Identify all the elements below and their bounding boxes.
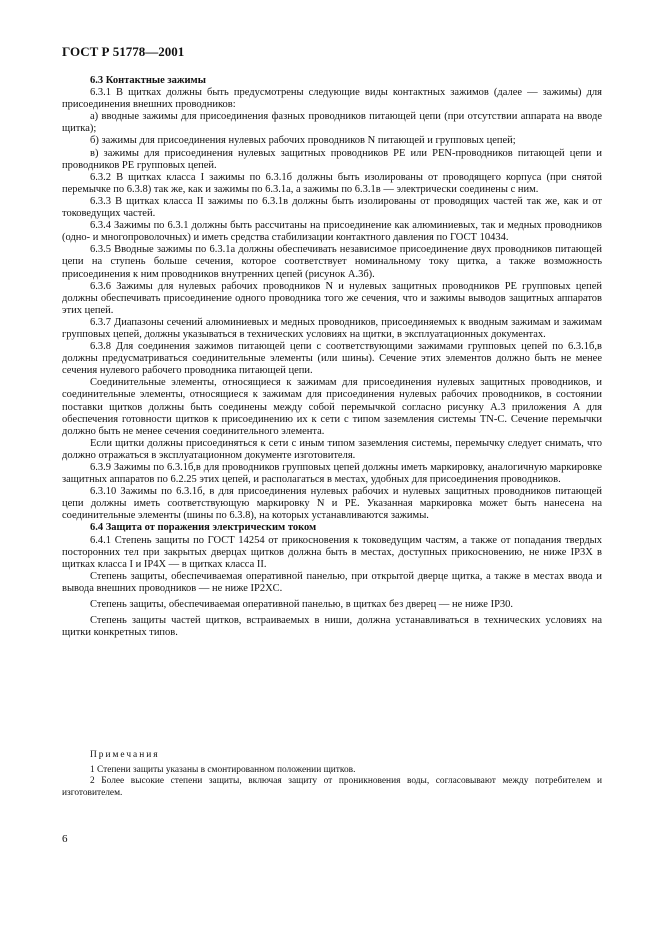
paragraph: а) вводные зажимы для присоединения фазных проводников питающей цепи (при отсутствии аппарата на вводе щитка); (62, 111, 602, 135)
paragraph: Степень защиты, обеспечиваемая оперативной панелью, в щитках без дверец — не ниже IP30. (90, 599, 514, 611)
notes-title: Примечания (90, 750, 160, 760)
paragraph: 6.3.9 Зажимы по 6.3.1б,в для проводников групповых цепей должны иметь маркировку, аналогичную маркировке защитных аппаратов по 6.2.25 этих цепей, и располагаться в местах, удобных для присоединения проводников. (62, 462, 602, 486)
paragraph: 6.3.2 В щитках класса I зажимы по 6.3.1б должны быть изолированы от проводящего корпуса (при снятой перемычке по 6.3.8) так же, как и зажимы по 6.3.1а, а зажимы по 6.3.1в — электрически соединены с ним. (62, 171, 602, 195)
doc-body (62, 75, 602, 639)
paragraph: в) зажимы для присоединения нулевых защитных проводников PE или PEN-проводников питающей цепи и проводников PE групповых цепей. (62, 147, 602, 171)
section-title: 6.4 Защита от поражения электрическим током (90, 522, 317, 534)
paragraph: 6.3.6 Зажимы для нулевых рабочих проводников N и нулевых защитных проводников PE групповых цепей должны обеспечивать присоединение одного проводника того же сечения, что и зажимы выводов защитных аппаратов этих цепей. (62, 280, 602, 316)
notes-block (62, 750, 602, 799)
page-number: 6 (62, 833, 68, 845)
paragraph: 6.3.4 Зажимы по 6.3.1 должны быть рассчитаны на присоединение как алюминиевых, так и медных проводников (одно- и многопроволочных) и иметь средства стабилизации контактного давления по ГОСТ 10434. (62, 220, 602, 244)
paragraph: 6.3.8 Для соединения зажимов питающей цепи с соответствующими зажимами групповых цепей по 6.3.1б,в должны предусматриваться соединительные элементы (или шины). Сечение этих элементов должно быть не менее сечения нулевого рабочего проводника питающей цепи. (62, 341, 602, 377)
paragraph: 6.4.1 Степень защиты по ГОСТ 14254 от прикосновения к токоведущим частям, а также от попадания твердых посторонних тел при закрытых дверцах щитков должна быть в местах, доступных прикосновению, не ниже IP3X в щитках класса I и IP4X — в щитках класса II. (62, 534, 602, 570)
note-item: 2 Более высокие степени защиты, включая защиту от проникновения воды, согласовывают между потребителем и изготовителем. (62, 776, 602, 798)
paragraph: 6.3.7 Диапазоны сечений алюминиевых и медных проводников, присоединяемых к вводным зажимам и зажимам групповых цепей, должны указываться в технических условиях на щитки, в эксплуатационных документах. (62, 316, 602, 340)
doc-header: ГОСТ Р 51778—2001 (62, 44, 185, 59)
paragraph: Степень защиты частей щитков, встраиваемых в ниши, должна устанавливаться в технических условиях на щитки конкретных типов. (62, 615, 602, 639)
paragraph: 6.3.3 В щитках класса II зажимы по 6.3.1в должны быть изолированы от проводящих частей так же, как и от токоведущих частей. (62, 195, 602, 220)
paragraph: Степень защиты, обеспечиваемая оперативной панелью, при открытой дверце щитка, а также в местах ввода и вывода внешних проводников — не ниже IP2XC. (62, 570, 602, 594)
paragraph: 6.3.10 Зажимы по 6.3.1б, в для присоединения нулевых рабочих и нулевых защитных проводников питающей цепи должны иметь соответствующую маркировку N и PE. Указанная маркировка может быть нанесена на соединительные элементы (шины по 6.3.8), на которых устанавливаются зажимы. (62, 486, 602, 522)
note-item: 1 Степени защиты указаны в смонтированном положении щитков. (90, 765, 356, 776)
paragraph: Если щитки должны присоединяться к сети с иным типом заземления системы, перемычку следует снимать, что должно отражаться в эксплуатационном документе изготовителя. (62, 437, 602, 461)
paragraph: 6.3.5 Вводные зажимы по 6.3.1а должны обеспечивать независимое присоединение двух проводников питающей цепи на ступень больше сечения, которое соответствует номинальному току щитка, а также возможность присоединения к ним проводников внутренних цепей (рисунок А.3б). (62, 244, 602, 280)
paragraph: Соединительные элементы, относящиеся к зажимам для присоединения нулевых защитных проводников, и соединительные элементы, относящиеся к зажимам для присоединения нулевых рабочих проводников, в состоянии поставки щитков должны быть соединены между собой перемычкой согласно рисунку А.3 приложения А для обеспечения готовности щитков к присоединению их к сети с типом заземления системы TN-C. Сечение перемычки должно быть не менее сечения соединительного элемента. (62, 377, 602, 437)
paragraph: 6.3.1 В щитках должны быть предусмотрены следующие виды контактных зажимов (далее — зажимы) для присоединения внешних проводников: (62, 87, 602, 111)
section-title: 6.3 Контактные зажимы (90, 75, 206, 86)
paragraph: б) зажимы для присоединения нулевых рабочих проводников N питающей и групповых цепей; (90, 135, 516, 147)
